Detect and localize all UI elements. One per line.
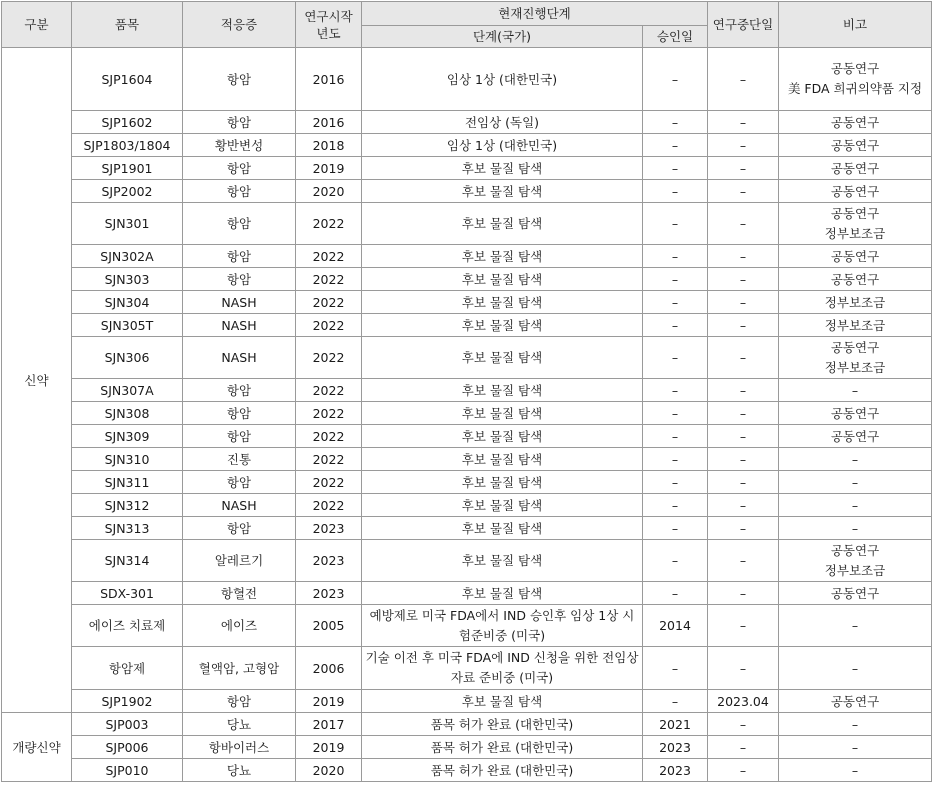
stage-cell: 예방제로 미국 FDA에서 IND 승인후 임상 1상 시험준비중 (미국) [362,605,643,647]
stop-date-cell: – [708,203,779,245]
remarks-cell: – [779,517,932,540]
approval-date-cell: – [643,540,708,582]
indication-cell: 에이즈 [183,605,296,647]
approval-date-cell: – [643,180,708,203]
stage-cell: 후보 물질 탐색 [362,540,643,582]
remarks-cell: 공동연구 [779,134,932,157]
stop-date-cell: – [708,180,779,203]
indication-cell: 항암 [183,203,296,245]
indication-cell: NASH [183,291,296,314]
approval-date-cell: – [643,245,708,268]
table-row [2,245,932,268]
start-year-cell: 2020 [296,759,362,782]
product-cell: SJN302A [72,245,183,268]
remarks-cell: – [779,379,932,402]
stage-cell: 후보 물질 탐색 [362,402,643,425]
stage-cell: 후보 물질 탐색 [362,379,643,402]
approval-date-cell: – [643,337,708,379]
product-cell: SJN314 [72,540,183,582]
table-row [2,448,932,471]
start-year-cell: 2022 [296,337,362,379]
approval-date-cell: 2023 [643,759,708,782]
product-cell: SJN301 [72,203,183,245]
stage-cell: 후보 물질 탐색 [362,291,643,314]
start-year-cell: 2022 [296,471,362,494]
stage-cell: 후보 물질 탐색 [362,157,643,180]
product-cell: SJN307A [72,379,183,402]
table-row [2,379,932,402]
start-year-cell: 2017 [296,713,362,736]
remarks-cell: – [779,713,932,736]
remarks-cell: 공동연구 [779,157,932,180]
start-year-cell: 2023 [296,582,362,605]
indication-cell: 항암 [183,425,296,448]
table-row [2,134,932,157]
stage-cell: 후보 물질 탐색 [362,425,643,448]
header-category: 구분 [2,2,72,48]
start-year-cell: 2022 [296,379,362,402]
indication-cell: 항암 [183,379,296,402]
table-row [2,402,932,425]
table-row [2,203,932,245]
table-row [2,736,932,759]
indication-cell: NASH [183,314,296,337]
stage-cell: 후보 물질 탐색 [362,314,643,337]
stage-cell: 후보 물질 탐색 [362,494,643,517]
remarks-cell: 공동연구 [779,245,932,268]
indication-cell: NASH [183,337,296,379]
stage-cell: 임상 1상 (대한민국) [362,134,643,157]
indication-cell: 항암 [183,157,296,180]
table-row [2,180,932,203]
pipeline-table [1,1,932,782]
start-year-cell: 2019 [296,157,362,180]
product-cell: SJP1604 [72,48,183,111]
stop-date-cell: – [708,471,779,494]
stop-date-cell: – [708,291,779,314]
approval-date-cell: 2023 [643,736,708,759]
header-indication: 적응증 [183,2,296,48]
product-cell: SJP006 [72,736,183,759]
approval-date-cell: – [643,494,708,517]
stop-date-cell: – [708,647,779,690]
product-cell: SJN309 [72,425,183,448]
stage-cell: 후보 물질 탐색 [362,180,643,203]
product-cell: 항암제 [72,647,183,690]
indication-cell: 항암 [183,471,296,494]
approval-date-cell: – [643,582,708,605]
approval-date-cell: – [643,268,708,291]
start-year-cell: 2006 [296,647,362,690]
stop-date-cell: – [708,582,779,605]
approval-date-cell: – [643,425,708,448]
product-cell: SJN313 [72,517,183,540]
approval-date-cell: 2021 [643,713,708,736]
stop-date-cell: – [708,48,779,111]
remarks-cell: 공동연구 [779,582,932,605]
remarks-cell: 공동연구 [779,180,932,203]
stage-cell: 임상 1상 (대한민국) [362,48,643,111]
table-header [2,2,932,48]
product-cell: SJP003 [72,713,183,736]
indication-cell: NASH [183,494,296,517]
product-cell: SJP1602 [72,111,183,134]
product-cell: SJN306 [72,337,183,379]
remarks-cell: – [779,759,932,782]
indication-cell: 항암 [183,111,296,134]
indication-cell: 혈액암, 고형암 [183,647,296,690]
stage-cell: 품목 허가 완료 (대한민국) [362,759,643,782]
remarks-cell: 공동연구 [779,425,932,448]
stop-date-cell: – [708,379,779,402]
product-cell: SDX-301 [72,582,183,605]
indication-cell: 황반변성 [183,134,296,157]
stop-date-cell: – [708,111,779,134]
indication-cell: 진통 [183,448,296,471]
stage-cell: 기술 이전 후 미국 FDA에 IND 신청을 위한 전임상자료 준비중 (미국) [362,647,643,690]
stop-date-cell: – [708,245,779,268]
table-row [2,471,932,494]
remarks-cell: – [779,647,932,690]
product-cell: SJP010 [72,759,183,782]
indication-cell: 항암 [183,690,296,713]
remarks-cell: – [779,494,932,517]
table-row [2,540,932,582]
table-row [2,494,932,517]
remarks-cell: – [779,605,932,647]
stop-date-cell: – [708,157,779,180]
remarks-cell: – [779,736,932,759]
table-row [2,713,932,736]
approval-date-cell: – [643,517,708,540]
product-cell: SJP2002 [72,180,183,203]
approval-date-cell: – [643,134,708,157]
indication-cell: 당뇨 [183,759,296,782]
stage-cell: 전임상 (독일) [362,111,643,134]
stage-cell: 후보 물질 탐색 [362,448,643,471]
start-year-cell: 2022 [296,402,362,425]
category-cell: 개량신약 [2,713,72,782]
approval-date-cell: – [643,291,708,314]
start-year-cell: 2019 [296,690,362,713]
start-year-cell: 2022 [296,291,362,314]
indication-cell: 항바이러스 [183,736,296,759]
stop-date-cell: – [708,605,779,647]
table-body [2,48,932,782]
table-row [2,759,932,782]
stop-date-cell: 2023.04 [708,690,779,713]
header-stage-country: 단계(국가) [362,26,643,48]
approval-date-cell: – [643,690,708,713]
remarks-cell: – [779,448,932,471]
remarks-cell: 정부보조금 [779,291,932,314]
product-cell: SJP1901 [72,157,183,180]
approval-date-cell: – [643,203,708,245]
header-product: 품목 [72,2,183,48]
header-start-year: 연구시작 년도 [296,2,362,48]
stop-date-cell: – [708,517,779,540]
stop-date-cell: – [708,540,779,582]
indication-cell: 알레르기 [183,540,296,582]
indication-cell: 항암 [183,402,296,425]
product-cell: SJN308 [72,402,183,425]
table-row [2,314,932,337]
start-year-cell: 2023 [296,540,362,582]
stop-date-cell: – [708,268,779,291]
stop-date-cell: – [708,736,779,759]
remarks-cell: 공동연구 정부보조금 [779,203,932,245]
remarks-cell: – [779,471,932,494]
header-stop-date: 연구중단일 [708,2,779,48]
stage-cell: 후보 물질 탐색 [362,203,643,245]
indication-cell: 항암 [183,517,296,540]
table-row [2,582,932,605]
stop-date-cell: – [708,402,779,425]
approval-date-cell: – [643,314,708,337]
start-year-cell: 2020 [296,180,362,203]
indication-cell: 항암 [183,245,296,268]
table-row [2,291,932,314]
approval-date-cell: – [643,48,708,111]
start-year-cell: 2018 [296,134,362,157]
remarks-cell: 공동연구 [779,402,932,425]
start-year-cell: 2022 [296,448,362,471]
start-year-cell: 2022 [296,314,362,337]
stop-date-cell: – [708,448,779,471]
stop-date-cell: – [708,337,779,379]
table-row [2,647,932,690]
approval-date-cell: – [643,402,708,425]
stage-cell: 후보 물질 탐색 [362,337,643,379]
start-year-cell: 2022 [296,425,362,448]
start-year-cell: 2023 [296,517,362,540]
stage-cell: 후보 물질 탐색 [362,582,643,605]
approval-date-cell: – [643,111,708,134]
indication-cell: 항암 [183,180,296,203]
table-row [2,605,932,647]
indication-cell: 당뇨 [183,713,296,736]
remarks-cell: 공동연구 [779,690,932,713]
remarks-cell: 공동연구 정부보조금 [779,337,932,379]
start-year-cell: 2022 [296,494,362,517]
header-approval-date: 승인일 [643,26,708,48]
approval-date-cell: – [643,647,708,690]
stage-cell: 후보 물질 탐색 [362,268,643,291]
stop-date-cell: – [708,494,779,517]
start-year-cell: 2022 [296,203,362,245]
product-cell: SJN305T [72,314,183,337]
stage-cell: 품목 허가 완료 (대한민국) [362,736,643,759]
header-remarks: 비고 [779,2,932,48]
remarks-cell: 공동연구 [779,111,932,134]
product-cell: SJP1902 [72,690,183,713]
indication-cell: 항암 [183,48,296,111]
remarks-cell: 정부보조금 [779,314,932,337]
stage-cell: 후보 물질 탐색 [362,517,643,540]
product-cell: SJN312 [72,494,183,517]
approval-date-cell: – [643,471,708,494]
stage-cell: 후보 물질 탐색 [362,690,643,713]
stage-cell: 품목 허가 완료 (대한민국) [362,713,643,736]
table-row [2,690,932,713]
stop-date-cell: – [708,713,779,736]
remarks-cell: 공동연구 [779,268,932,291]
product-cell: SJN303 [72,268,183,291]
start-year-cell: 2005 [296,605,362,647]
approval-date-cell: – [643,157,708,180]
stage-cell: 후보 물질 탐색 [362,471,643,494]
header-current-stage: 현재진행단계 [362,2,708,26]
product-cell: SJP1803/1804 [72,134,183,157]
start-year-cell: 2022 [296,268,362,291]
table-row [2,425,932,448]
stop-date-cell: – [708,314,779,337]
product-cell: 에이즈 치료제 [72,605,183,647]
remarks-cell: 공동연구 美 FDA 희귀의약품 지정 [779,48,932,111]
category-cell: 신약 [2,48,72,713]
start-year-cell: 2016 [296,111,362,134]
table-row [2,48,932,111]
table-row [2,268,932,291]
approval-date-cell: – [643,448,708,471]
start-year-cell: 2019 [296,736,362,759]
stop-date-cell: – [708,759,779,782]
table-row [2,337,932,379]
product-cell: SJN310 [72,448,183,471]
stage-cell: 후보 물질 탐색 [362,245,643,268]
indication-cell: 항암 [183,268,296,291]
remarks-cell: 공동연구 정부보조금 [779,540,932,582]
table-row [2,517,932,540]
approval-date-cell: 2014 [643,605,708,647]
table-row [2,157,932,180]
product-cell: SJN311 [72,471,183,494]
stop-date-cell: – [708,425,779,448]
start-year-cell: 2016 [296,48,362,111]
stop-date-cell: – [708,134,779,157]
product-cell: SJN304 [72,291,183,314]
table-row [2,111,932,134]
approval-date-cell: – [643,379,708,402]
indication-cell: 항혈전 [183,582,296,605]
start-year-cell: 2022 [296,245,362,268]
